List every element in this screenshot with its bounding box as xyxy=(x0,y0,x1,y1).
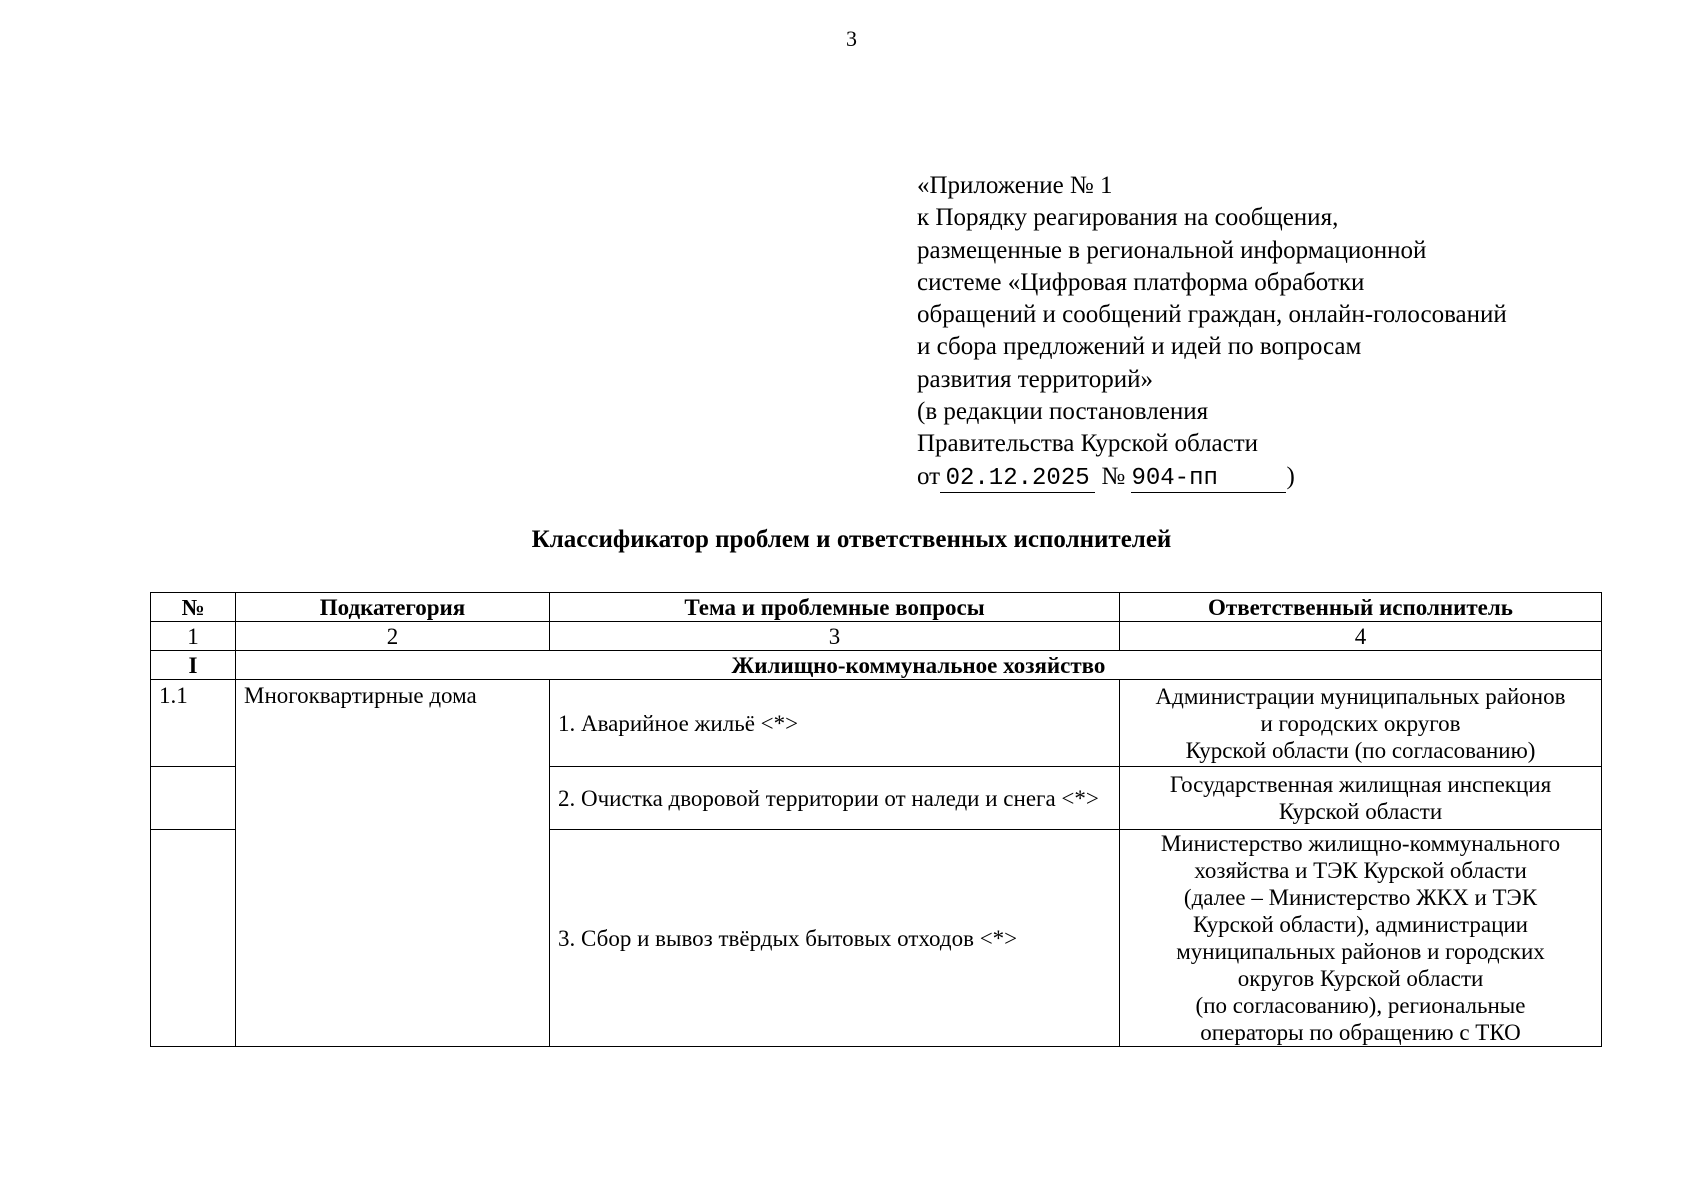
appendix-line: Правительства Курской области xyxy=(917,430,1259,458)
column-number: 1 xyxy=(151,622,236,651)
executor-line: (далее – Министерство ЖКХ и ТЭК xyxy=(1183,885,1538,910)
executor-line: Курской области), администрации xyxy=(1193,912,1528,937)
number-cell-empty xyxy=(151,767,236,830)
page-number: 3 xyxy=(846,26,857,51)
appendix-line: и сбора предложений и идей по вопросам xyxy=(917,333,1362,361)
topic-cell: 1. Аварийное жильё <*> xyxy=(550,680,1120,767)
date-prefix: от xyxy=(917,462,941,490)
column-number: 3 xyxy=(550,622,1120,651)
appendix-line: (в редакции постановления xyxy=(917,398,1209,426)
column-number: 2 xyxy=(236,622,550,651)
executor-line: Администрации муниципальных районов xyxy=(1155,683,1566,709)
appendix-line: к Порядку реагирования на сообщения, xyxy=(917,204,1339,232)
executor-cell xyxy=(1120,830,1602,1047)
appendix-line: «Приложение № 1 xyxy=(917,172,1113,199)
resolution-date-line xyxy=(917,461,1507,493)
subcategory-name: Многоквартирные дома xyxy=(236,680,550,1047)
number-sign: № xyxy=(1101,462,1126,490)
appendix-block xyxy=(917,170,1507,493)
appendix-line: системе «Цифровая платформа обработки xyxy=(917,268,1365,296)
executor-line: Курской области xyxy=(1278,799,1443,824)
resolution-number: 904-пп xyxy=(1131,466,1286,493)
executor-line: (по согласованию), региональные xyxy=(1195,993,1526,1018)
executor-line: хозяйства и ТЭК Курской области xyxy=(1194,858,1527,883)
executor-line: округов Курской области xyxy=(1237,966,1484,991)
executor-line: Министерство жилищно-коммунального xyxy=(1160,831,1561,856)
closing-paren: ) xyxy=(1286,462,1295,490)
appendix-line: развития территорий» xyxy=(917,365,1153,393)
executor-cell xyxy=(1120,680,1602,767)
header-subcategory: Подкатегория xyxy=(236,593,550,622)
executor-line: Курской области (по согласованию) xyxy=(1185,737,1536,763)
document-title: Классификатор проблем и ответственных исполнителей xyxy=(531,526,1172,553)
resolution-date: 02.12.2025 xyxy=(940,466,1095,493)
table-row xyxy=(151,680,1602,767)
header-topic: Тема и проблемные вопросы xyxy=(550,593,1120,622)
topic-cell: 3. Сбор и вывоз твёрдых бытовых отходов <*> xyxy=(550,830,1120,1047)
executor-line: и городских округов xyxy=(1260,710,1461,736)
executor-line: операторы по обращению с ТКО xyxy=(1200,1020,1521,1045)
number-cell-empty xyxy=(151,830,236,1047)
executor-line: Государственная жилищная инспекция xyxy=(1169,772,1552,797)
section-name: Жилищно-коммунальное хозяйство xyxy=(236,651,1602,680)
header-number: № xyxy=(151,593,236,622)
section-number: I xyxy=(151,651,236,680)
column-number: 4 xyxy=(1120,622,1602,651)
appendix-line: размещенные в региональной информационной xyxy=(917,236,1427,264)
header-executor: Ответственный исполнитель xyxy=(1120,593,1602,622)
subcategory-number: 1.1 xyxy=(151,680,236,767)
appendix-line: обращений и сообщений граждан, онлайн-голосований xyxy=(917,301,1507,329)
executor-line: муниципальных районов и городских xyxy=(1176,939,1545,964)
column-number-row xyxy=(151,622,1602,651)
table-header-row xyxy=(151,593,1602,622)
executor-cell xyxy=(1120,767,1602,830)
section-row xyxy=(151,651,1602,680)
topic-cell: 2. Очистка дворовой территории от наледи и снега <*> xyxy=(550,767,1120,830)
classifier-table xyxy=(150,592,1602,1047)
